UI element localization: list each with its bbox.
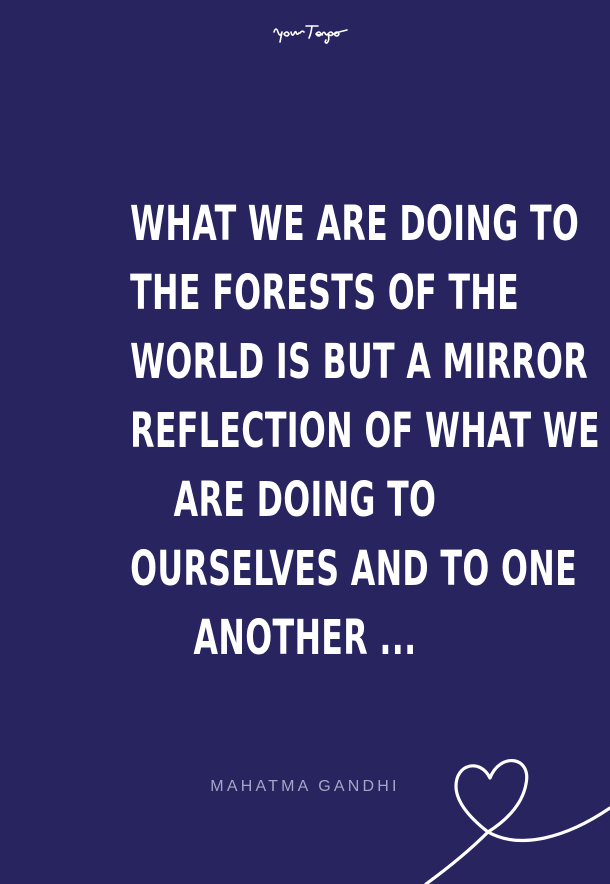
quote-line: ANOTHER ...: [193, 610, 417, 666]
quote-line: WORLD IS BUT A MIRROR: [130, 334, 588, 390]
quote-line: WHAT WE ARE DOING TO: [130, 196, 580, 252]
quote-author: MAHATMA GANDHI: [210, 778, 400, 795]
quote-block: [40, 190, 600, 673]
yourtango-logo: [0, 14, 610, 48]
quote-line: REFLECTION OF WHAT WE: [130, 403, 600, 459]
quote-line: ARE DOING TO: [173, 472, 437, 528]
quote-line: OURSELVES AND TO ONE: [130, 541, 578, 597]
quote-line: THE FORESTS OF THE: [130, 265, 520, 321]
